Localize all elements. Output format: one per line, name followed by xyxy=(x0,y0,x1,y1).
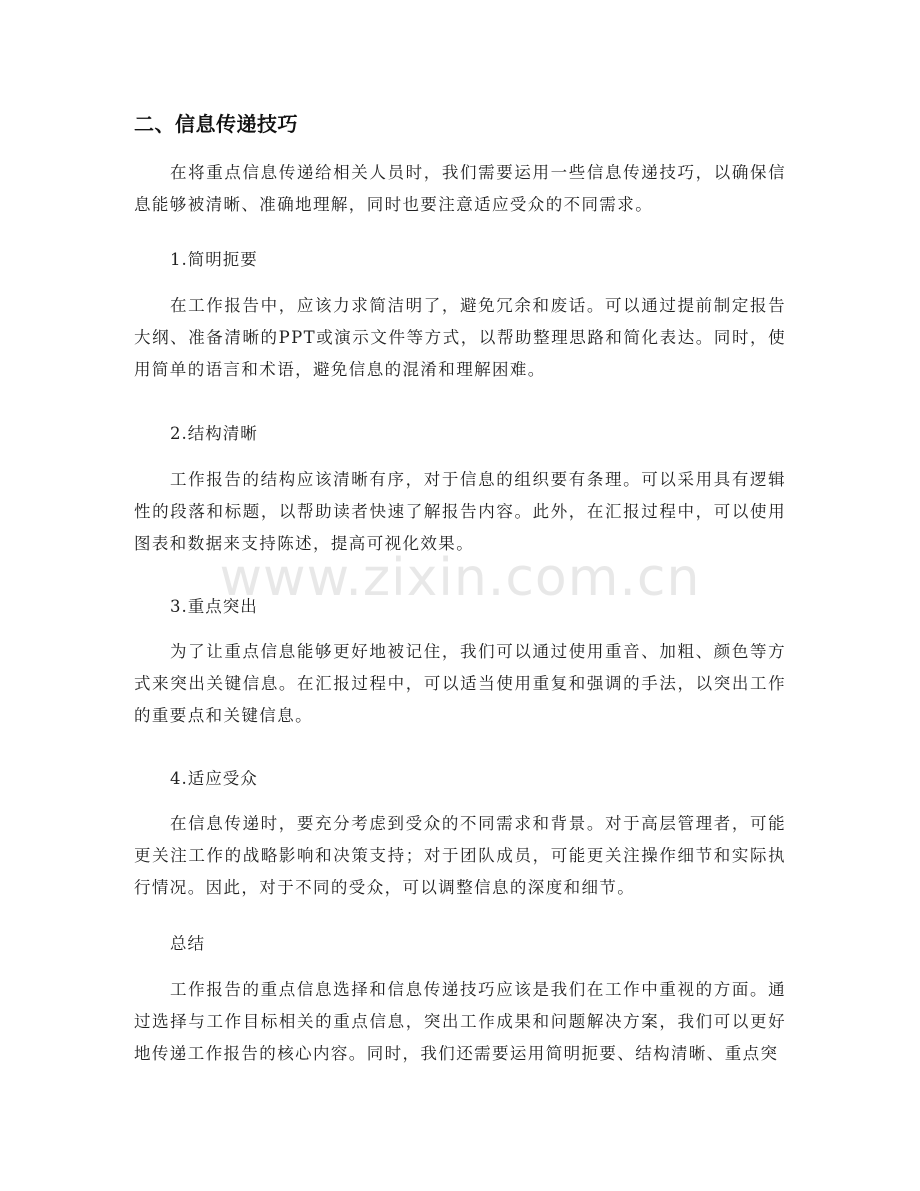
subsection-body-4: 在信息传递时，要充分考虑到受众的不同需求和背景。对于高层管理者，可能更关注工作的战略影响和决策支持；对于团队成员，可能更关注操作细节和实际执行情况。因此，对于不同的受众，可以调整信息的深度和细节。 xyxy=(134,814,786,897)
subsection-title-1: 1.简明扼要 xyxy=(170,250,258,269)
intro-paragraph: 在将重点信息传递给相关人员时，我们需要运用一些信息传递技巧，以确保信息能够被清晰、准确地理解，同时也要注意适应受众的不同需求。 xyxy=(134,163,786,214)
subsection-title-3: 3.重点突出 xyxy=(170,597,258,616)
subsection-body-1: 在工作报告中，应该力求简洁明了，避免冗余和废话。可以通过提前制定报告大纲、准备清晰的PPT或演示文件等方式，以帮助整理思路和简化表达。同时，使用简单的语言和术语，避免信息的混淆和理解困难。 xyxy=(134,296,786,379)
watermark: www.zixin.com.cn xyxy=(219,548,701,608)
subsection-body-3: 为了让重点信息能够更好地被记住，我们可以通过使用重音、加粗、颜色等方式来突出关键信息。在汇报过程中，可以适当使用重复和强调的手法，以突出工作的重要点和关键信息。 xyxy=(134,642,786,725)
section-heading: 二、信息传递技巧 xyxy=(134,112,298,136)
subsection-body-2: 工作报告的结构应该清晰有序，对于信息的组织要有条理。可以采用具有逻辑性的段落和标题，以帮助读者快速了解报告内容。此外，在汇报过程中，可以使用图表和数据来支持陈述，提高可视化效果。 xyxy=(134,470,786,553)
subsection-title-2: 2.结构清晰 xyxy=(170,424,258,443)
subsection-title-4: 4.适应受众 xyxy=(170,769,258,788)
summary-body: 工作报告的重点信息选择和信息传递技巧应该是我们在工作中重视的方面。通过选择与工作目标相关的重点信息，突出工作成果和问题解决方案，我们可以更好地传递工作报告的核心内容。同时，我们还需要运用简明扼要、结构清晰、重点突 xyxy=(134,980,786,1063)
summary-title: 总结 xyxy=(170,934,205,953)
